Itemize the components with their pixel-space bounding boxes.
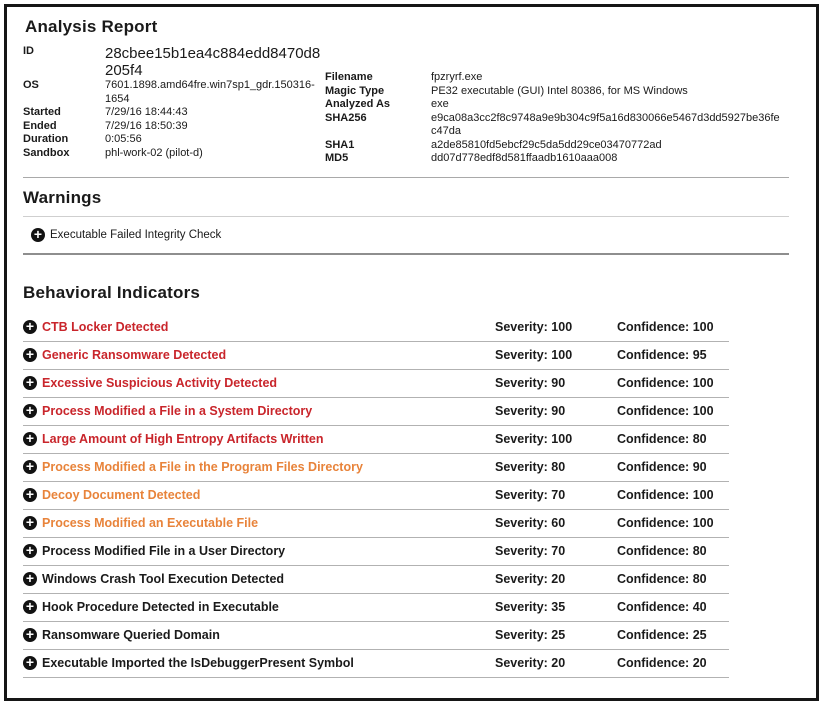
severity-value: 35	[551, 599, 566, 614]
confidence-cell	[617, 516, 729, 530]
metadata-value: e9ca08a3cc2f8c9748a9e9b304c9f5a16d830066e5467d3dd5927be36fec47da	[431, 111, 780, 137]
confidence-value: 20	[692, 655, 707, 670]
confidence-value: 100	[692, 319, 714, 334]
confidence-label: Confidence:	[617, 515, 690, 530]
metadata-warnings-divider	[23, 177, 789, 178]
metadata-value: PE32 executable (GUI) Intel 80386, for MS Windows	[431, 84, 688, 97]
indicator-title-group	[23, 572, 495, 586]
confidence-label: Confidence:	[617, 487, 690, 502]
confidence-cell	[617, 320, 729, 334]
metadata-row	[23, 133, 325, 147]
expand-plus-icon[interactable]: +	[23, 600, 37, 614]
confidence-cell	[617, 572, 729, 586]
indicator-title: Process Modified File in a User Directory	[42, 543, 286, 558]
confidence-cell	[617, 488, 729, 502]
indicator-title-group	[23, 488, 495, 502]
severity-cell	[495, 320, 617, 334]
severity-value: 25	[551, 627, 566, 642]
metadata-label: Magic Type	[325, 84, 385, 97]
confidence-value: 100	[692, 375, 714, 390]
expand-plus-icon[interactable]: +	[23, 376, 37, 390]
indicator-row[interactable]	[23, 342, 729, 370]
indicator-row[interactable]	[23, 538, 729, 566]
metadata-value: 28cbee15b1ea4c884edd8470d8205f4	[105, 45, 321, 79]
expand-plus-icon[interactable]: +	[23, 656, 37, 670]
severity-label: Severity:	[495, 347, 548, 362]
severity-cell	[495, 460, 617, 474]
indicator-title: Process Modified an Executable File	[42, 515, 259, 530]
metadata-row	[325, 71, 795, 85]
confidence-cell	[617, 600, 729, 614]
indicator-title: Excessive Suspicious Activity Detected	[42, 375, 278, 390]
severity-label: Severity:	[495, 375, 548, 390]
confidence-label: Confidence:	[617, 655, 690, 670]
expand-plus-icon[interactable]: +	[31, 228, 45, 242]
indicator-title: Executable Imported the IsDebuggerPresent Symbol	[42, 655, 354, 670]
confidence-value: 80	[692, 543, 707, 558]
indicator-title: Decoy Document Detected	[42, 487, 201, 502]
indicator-title-group	[23, 376, 495, 390]
expand-plus-icon[interactable]: +	[23, 488, 37, 502]
confidence-value: 80	[692, 431, 707, 446]
indicator-title: Process Modified a File in a System Directory	[42, 403, 313, 418]
confidence-label: Confidence:	[617, 627, 690, 642]
severity-cell	[495, 432, 617, 446]
severity-cell	[495, 628, 617, 642]
metadata-value: 0:05:56	[105, 133, 142, 145]
indicator-list	[23, 314, 729, 678]
indicator-row[interactable]	[23, 314, 729, 342]
indicator-title: Large Amount of High Entropy Artifacts Written	[42, 431, 324, 446]
indicator-row[interactable]	[23, 650, 729, 678]
severity-cell	[495, 348, 617, 362]
metadata-row	[325, 139, 795, 153]
metadata-row	[325, 98, 795, 112]
metadata-right-column	[325, 71, 795, 166]
metadata-label: OS	[23, 79, 39, 91]
metadata-row	[325, 112, 795, 139]
confidence-label: Confidence:	[617, 319, 690, 334]
indicator-row[interactable]	[23, 398, 729, 426]
indicator-title-group	[23, 600, 495, 614]
indicator-title: Process Modified a File in the Program Files Directory	[42, 459, 363, 474]
severity-label: Severity:	[495, 655, 548, 670]
severity-cell	[495, 572, 617, 586]
indicator-row[interactable]	[23, 594, 729, 622]
metadata-row	[325, 152, 795, 166]
metadata-label: SHA1	[325, 138, 355, 151]
severity-value: 80	[551, 459, 566, 474]
metadata-value: 7/29/16 18:44:43	[105, 106, 188, 118]
warnings-heading: Warnings	[23, 187, 102, 207]
severity-label: Severity:	[495, 599, 548, 614]
warning-label: Executable Failed Integrity Check	[50, 228, 222, 241]
severity-cell	[495, 600, 617, 614]
confidence-label: Confidence:	[617, 543, 690, 558]
confidence-value: 90	[692, 459, 707, 474]
page-title: Analysis Report	[25, 17, 158, 36]
severity-value: 20	[551, 655, 566, 670]
confidence-cell	[617, 628, 729, 642]
indicator-title-group	[23, 656, 495, 670]
metadata-label: Sandbox	[23, 146, 70, 159]
confidence-cell	[617, 432, 729, 446]
metadata-left-column	[23, 45, 325, 160]
severity-value: 60	[551, 515, 566, 530]
confidence-label: Confidence:	[617, 347, 690, 362]
indicator-title: Ransomware Queried Domain	[42, 627, 220, 642]
metadata-label: Duration	[23, 133, 69, 145]
confidence-label: Confidence:	[617, 431, 690, 446]
severity-cell	[495, 488, 617, 502]
metadata-label: ID	[23, 45, 34, 57]
indicator-title: Hook Procedure Detected in Executable	[42, 599, 279, 614]
confidence-cell	[617, 460, 729, 474]
confidence-value: 95	[692, 347, 707, 362]
expand-plus-icon[interactable]: +	[23, 404, 37, 418]
severity-label: Severity:	[495, 431, 548, 446]
metadata-value: dd07d778edf8d581ffaadb1610aaa008	[431, 152, 618, 164]
metadata-row	[325, 85, 795, 99]
indicator-title: Windows Crash Tool Execution Detected	[42, 571, 285, 586]
indicator-title-group	[23, 348, 495, 362]
confidence-value: 40	[692, 599, 707, 614]
confidence-value: 100	[692, 403, 714, 418]
confidence-cell	[617, 404, 729, 418]
severity-value: 20	[551, 571, 566, 586]
confidence-label: Confidence:	[617, 403, 690, 418]
expand-plus-icon[interactable]: +	[23, 320, 37, 334]
indicator-title-group	[23, 404, 495, 418]
expand-plus-icon[interactable]: +	[23, 572, 37, 586]
expand-plus-icon[interactable]: +	[23, 460, 37, 474]
indicator-row[interactable]	[23, 454, 729, 482]
severity-value: 100	[551, 319, 573, 334]
confidence-cell	[617, 544, 729, 558]
metadata-label: MD5	[325, 152, 349, 164]
severity-cell	[495, 544, 617, 558]
indicator-row[interactable]	[23, 566, 729, 594]
severity-value: 70	[551, 543, 566, 558]
indicator-row[interactable]	[23, 482, 729, 510]
confidence-label: Confidence:	[617, 599, 690, 614]
confidence-label: Confidence:	[617, 571, 690, 586]
metadata-label: SHA256	[325, 111, 367, 124]
indicator-title: Generic Ransomware Detected	[42, 347, 227, 362]
severity-label: Severity:	[495, 403, 548, 418]
indicator-row[interactable]	[23, 426, 729, 454]
confidence-value: 100	[692, 515, 714, 530]
severity-cell	[495, 516, 617, 530]
confidence-value: 100	[692, 487, 714, 502]
confidence-value: 25	[692, 627, 707, 642]
indicator-title-group	[23, 432, 495, 446]
severity-cell	[495, 376, 617, 390]
expand-plus-icon[interactable]: +	[23, 628, 37, 642]
confidence-label: Confidence:	[617, 375, 690, 390]
indicator-title: CTB Locker Detected	[42, 319, 169, 334]
expand-plus-icon[interactable]: +	[23, 432, 37, 446]
severity-label: Severity:	[495, 627, 548, 642]
expand-plus-icon[interactable]: +	[23, 544, 37, 558]
metadata-row	[23, 79, 325, 106]
confidence-cell	[617, 376, 729, 390]
severity-value: 70	[551, 487, 566, 502]
indicator-title-group	[23, 460, 495, 474]
warning-item[interactable]	[23, 216, 789, 255]
indicator-title-group	[23, 544, 495, 558]
severity-label: Severity:	[495, 319, 548, 334]
metadata-section	[23, 45, 802, 166]
metadata-row	[23, 147, 325, 161]
indicator-title-group	[23, 516, 495, 530]
indicator-title-group	[23, 628, 495, 642]
metadata-value: exe	[431, 98, 449, 110]
severity-cell	[495, 656, 617, 670]
indicator-title-group	[23, 320, 495, 334]
confidence-cell	[617, 348, 729, 362]
behavioral-indicators-heading: Behavioral Indicators	[23, 282, 201, 302]
indicator-row[interactable]	[23, 370, 729, 398]
metadata-label: Started	[23, 106, 61, 118]
severity-value: 100	[551, 347, 573, 362]
severity-value: 100	[551, 431, 573, 446]
severity-label: Severity:	[495, 459, 548, 474]
severity-cell	[495, 404, 617, 418]
metadata-value: 7/29/16 18:50:39	[105, 119, 188, 132]
expand-plus-icon[interactable]: +	[23, 348, 37, 362]
metadata-label: Filename	[325, 71, 373, 83]
confidence-value: 80	[692, 571, 707, 586]
metadata-row	[23, 106, 325, 120]
metadata-value: fpzryrf.exe	[431, 71, 483, 83]
severity-label: Severity:	[495, 515, 548, 530]
metadata-row	[23, 120, 325, 134]
severity-label: Severity:	[495, 543, 548, 558]
indicator-row[interactable]	[23, 510, 729, 538]
severity-label: Severity:	[495, 571, 548, 586]
confidence-label: Confidence:	[617, 459, 690, 474]
confidence-cell	[617, 656, 729, 670]
report-window	[4, 4, 819, 701]
indicator-row[interactable]	[23, 622, 729, 650]
metadata-label: Ended	[23, 119, 57, 132]
severity-value: 90	[551, 403, 566, 418]
metadata-value: 7601.1898.amd64fre.win7sp1_gdr.150316-1654	[105, 79, 315, 105]
metadata-label: Analyzed As	[325, 98, 391, 110]
metadata-value: phl-work-02 (pilot-d)	[105, 146, 203, 159]
expand-plus-icon[interactable]: +	[23, 516, 37, 530]
metadata-value: a2de85810fd5ebcf29c5da5dd29ce03470772ad	[431, 138, 662, 151]
severity-label: Severity:	[495, 487, 548, 502]
severity-value: 90	[551, 375, 566, 390]
metadata-row	[23, 45, 325, 79]
